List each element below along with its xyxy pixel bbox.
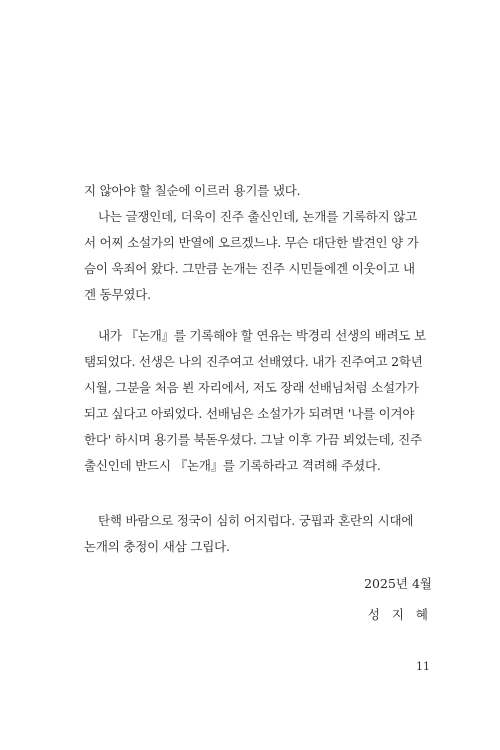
page-number: 11 [416, 660, 430, 673]
text-line: 한다' 하시며 용기를 북돋우셨다. 그날 이후 가끔 뵈었는데, 진주 [84, 432, 422, 447]
text-line: 탬되었다. 선생은 나의 진주여고 선배였다. 내가 진주여고 2학년 [84, 354, 423, 369]
text-line: 슴이 욱죄어 왔다. 그만큼 논개는 진주 시민들에겐 이웃이고 내 [84, 261, 415, 276]
text-line: 내가 『논개』를 기록해야 할 연유는 박경리 선생의 배려도 보 [98, 328, 426, 343]
text-line: 지 않아야 할 칠순에 이르러 용기를 냈다. [84, 183, 301, 198]
paragraph-2 [84, 323, 434, 479]
paragraph-1 [84, 178, 434, 308]
text-line: 탄핵 바람으로 정국이 심히 어지럽다. 궁핍과 혼란의 시대에 [98, 513, 414, 528]
text-line: 출신인데 반드시 『논개』를 기록하라고 격려해 주셨다. [84, 458, 381, 473]
signature-author: 성 지 혜 [367, 607, 432, 622]
text-line: 시월, 그분을 처음 뵌 자리에서, 저도 장래 선배님처럼 소설가가 [84, 380, 419, 395]
text-line: 서 어찌 소설가의 반열에 오르겠느냐. 무슨 대단한 발견인 양 가 [84, 235, 419, 250]
signature-date: 2025년 4월 [364, 576, 432, 591]
text-line: 나는 글쟁인데, 더욱이 진주 출신인데, 논개를 기록하지 않고 [98, 209, 417, 224]
text-line: 되고 싶다고 아뢰었다. 선배님은 소설가가 되려면 '나를 이겨야 [84, 406, 415, 421]
text-line: 논개의 충정이 새삼 그립다. [84, 539, 230, 554]
text-line: 겐 동무였다. [84, 287, 151, 302]
paragraph-3 [84, 508, 434, 560]
